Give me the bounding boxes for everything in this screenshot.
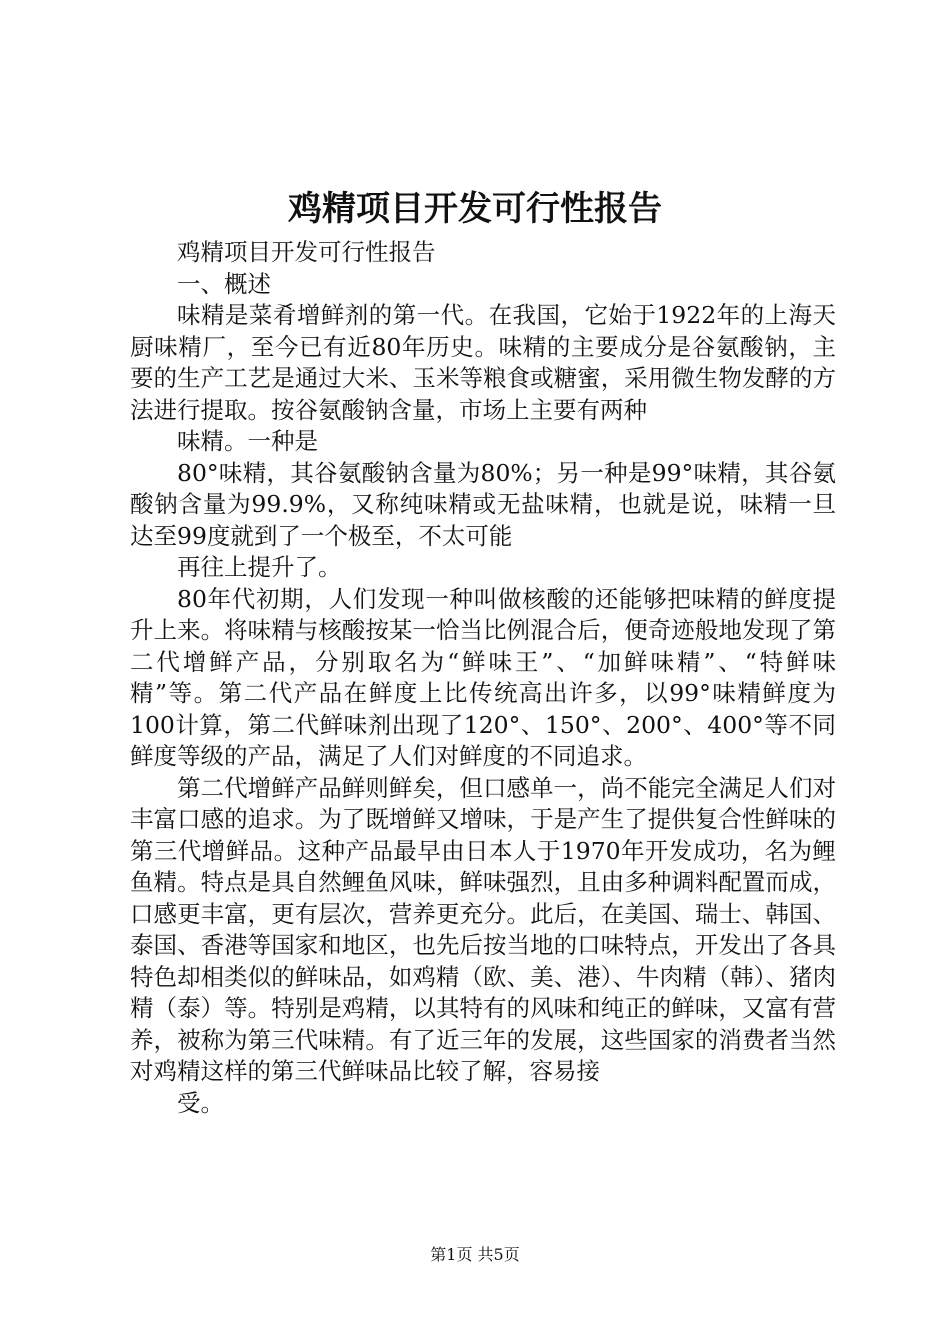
paragraph: 受。 [177, 1088, 224, 1117]
paragraph: 味精是菜肴增鲜剂的第一代。在我国，它始于1922年的上海天厨味精厂，至今已有近80年历史。味精的主要成分是谷氨酸钠，主要的生产工艺是通过大米、玉米等粮食或糖蜜，采用微生物发酵的方法进行提取。按谷氨酸钠含量，市场上主要有两种 [130, 301, 836, 424]
paragraph: 80年代初期，人们发现一种叫做核酸的还能够把味精的鲜度提升上来。将味精与核酸按某一恰当比例混合后，便奇迹般地发现了第二代增鲜产品，分别取名为“鲜味王”、“加鲜味精”、“特鲜味精”等。第二代产品在鲜度上比传统高出许多，以99°味精鲜度为100计算，第二代鲜味剂出现了120°、150°、200°、400°等不同鲜度等级的产品，满足了人们对鲜度的不同追求。 [130, 584, 836, 770]
paragraph: 再往上提升了。 [177, 553, 342, 581]
paragraph: 味精。一种是 [177, 427, 318, 455]
paragraph: 80°味精，其谷氨酸钠含量为80%；另一种是99°味精，其谷氨酸钠含量为99.9%，又称纯味精或无盐味精，也就是说，味精一旦达至99度就到了一个极至，不太可能 [130, 458, 836, 550]
document-body [130, 237, 836, 1119]
section-heading-overview: 一、概述 [177, 269, 271, 298]
document-title: 鸡精项目开发可行性报告 [288, 189, 662, 229]
paragraph: 第二代增鲜产品鲜则鲜矣，但口感单一，尚不能完全满足人们对丰富口感的追求。为了既增鲜又增味，于是产生了提供复合性鲜味的第三代增鲜品。这种产品最早由日本人于1970年开发成功，名为鲤鱼精。特点是具自然鲤鱼风味，鲜味强烈，且由多种调料配置而成，口感更丰富，更有层次，营养更充分。此后，在美国、瑞士、韩国、泰国、香港等国家和地区，也先后按当地的口味特点，开发出了各具特色却相类似的鲜味品，如鸡精（欧、美、港）、牛肉精（韩）、猪肉精（泰）等。特别是鸡精，以其特有的风味和纯正的鲜味，又富有营养，被称为第三代味精。有了近三年的发展，这些国家的消费者当然对鸡精这样的第三代鲜味品比较了解，容易接 [130, 773, 836, 1085]
paragraph-subtitle: 鸡精项目开发可行性报告 [177, 238, 436, 266]
page-number: 第1页 共5页 [430, 1245, 520, 1264]
